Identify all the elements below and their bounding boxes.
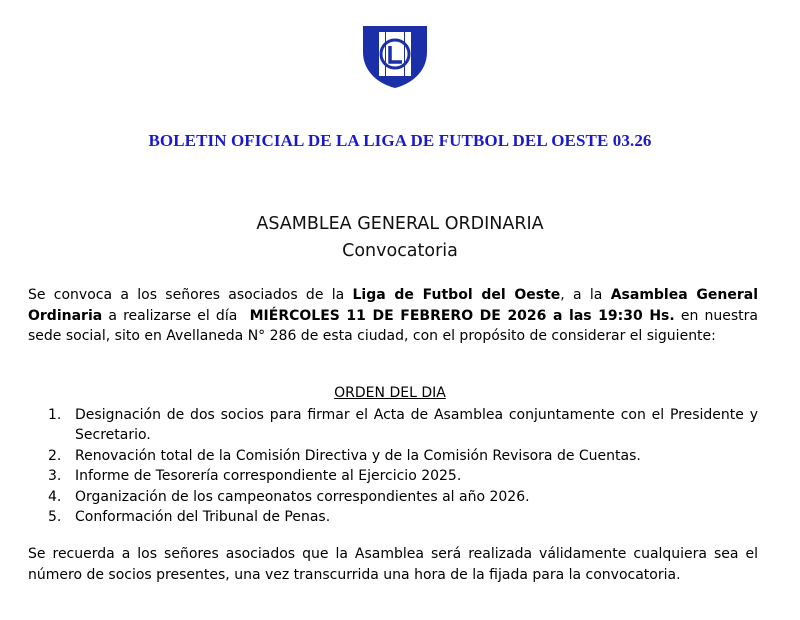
league-shield-logo (359, 22, 431, 90)
convocation-paragraph: Se convoca a los señores asociados de la Liga de Futbol del Oeste, a la Asamblea General Ordinaria a realizarse el día MIÉRCOLES 11 DE FEBRERO DE 2026 a las 19:30 Hs. en nuestra sede social, sito en Avellaneda N° 286 de esta ciudad, con el propósito de considerar el siguiente: (28, 287, 758, 344)
bulletin-title: BOLETIN OFICIAL DE LA LIGA DE FUTBOL DEL OESTE 03.26 (148, 131, 652, 150)
agenda-item: 2. Renovación total de la Comisión Directiva y de la Comisión Revisora de Cuentas. (48, 447, 641, 464)
agenda-item: 1. Designación de dos socios para firmar el Acta de Asamblea conjuntamente con el Presidente y Secretario. (48, 407, 758, 444)
agenda-item: 4. Organización de los campeonatos correspondientes al año 2026. (48, 488, 530, 505)
shield-icon (359, 22, 431, 90)
agenda-item: 5. Conformación del Tribunal de Penas. (48, 509, 331, 526)
agenda-list (48, 405, 758, 527)
closing-paragraph: Se recuerda a los señores asociados que la Asamblea será realizada válidamente cualquiera sea el número de socios presentes, una vez transcurrida una hora de la fijada para la convocatoria. (28, 546, 758, 583)
order-of-day-title: ORDEN DEL DIA (334, 385, 446, 401)
assembly-subheading: Convocatoria (342, 241, 458, 261)
assembly-heading: ASAMBLEA GENERAL ORDINARIA (256, 214, 544, 234)
agenda-item: 3. Informe de Tesorería correspondiente al Ejercicio 2025. (48, 468, 462, 485)
